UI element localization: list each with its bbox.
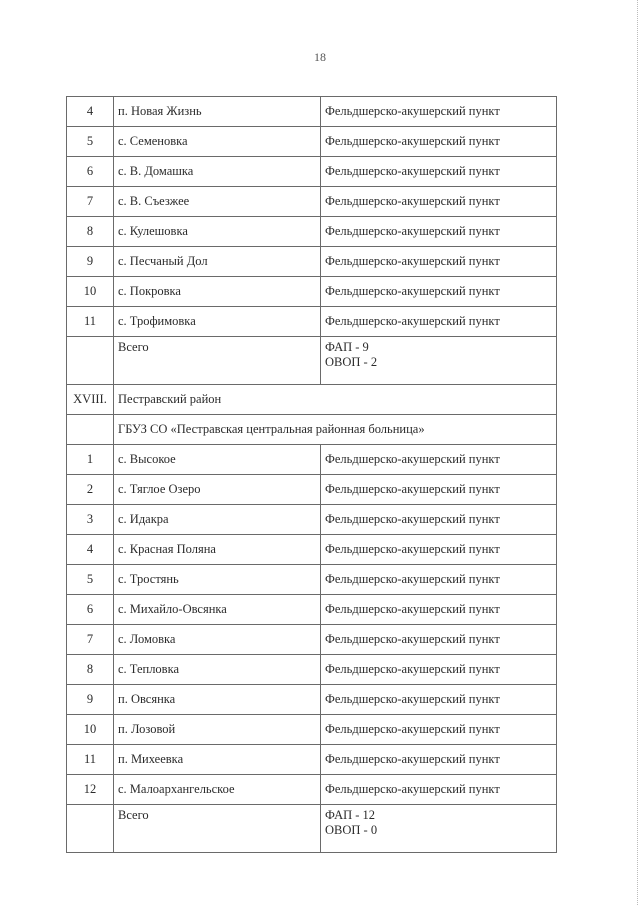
table-row <box>67 307 557 337</box>
settlement-name: п. Новая Жизнь <box>114 97 321 127</box>
facility-type: Фельдшерско-акушерский пункт <box>321 445 557 475</box>
table-row <box>67 277 557 307</box>
row-number: 5 <box>67 127 114 157</box>
row-number: 5 <box>67 565 114 595</box>
table-row <box>67 535 557 565</box>
settlement-name: с. В. Съезжее <box>114 187 321 217</box>
facility-type: Фельдшерско-акушерский пункт <box>321 475 557 505</box>
row-number: 9 <box>67 685 114 715</box>
row-number: 10 <box>67 277 114 307</box>
settlement-name: с. Идакра <box>114 505 321 535</box>
settlement-name: с. Тростянь <box>114 565 321 595</box>
table-row <box>67 745 557 775</box>
settlement-name: с. Тепловка <box>114 655 321 685</box>
table-row <box>67 247 557 277</box>
facility-type: Фельдшерско-акушерский пункт <box>321 745 557 775</box>
row-number: 8 <box>67 655 114 685</box>
facility-type: Фельдшерско-акушерский пункт <box>321 187 557 217</box>
settlement-name: п. Лозовой <box>114 715 321 745</box>
settlement-name: п. Овсянка <box>114 685 321 715</box>
institution-row <box>67 415 557 445</box>
institution-name: ГБУЗ СО «Пестравская центральная районная больница» <box>114 415 557 445</box>
table-row <box>67 505 557 535</box>
facility-type: Фельдшерско-акушерский пункт <box>321 625 557 655</box>
table-row <box>67 157 557 187</box>
section-title: Пестравский район <box>114 385 557 415</box>
table-row <box>67 685 557 715</box>
settlement-name: с. Михайло-Овсянка <box>114 595 321 625</box>
settlement-name: с. Покровка <box>114 277 321 307</box>
row-number: 11 <box>67 745 114 775</box>
table-row <box>67 625 557 655</box>
table-row <box>67 97 557 127</box>
section-row <box>67 385 557 415</box>
settlement-name: с. Ломовка <box>114 625 321 655</box>
settlement-name: с. Малоархангельское <box>114 775 321 805</box>
settlement-name: с. Песчаный Дол <box>114 247 321 277</box>
table-body <box>67 97 557 853</box>
table-row <box>67 127 557 157</box>
settlement-name: с. Трофимовка <box>114 307 321 337</box>
row-number: 6 <box>67 157 114 187</box>
settlement-name: с. Красная Поляна <box>114 535 321 565</box>
row-number: 1 <box>67 445 114 475</box>
facility-type: Фельдшерско-акушерский пункт <box>321 535 557 565</box>
facility-type: Фельдшерско-акушерский пункт <box>321 217 557 247</box>
facility-type: Фельдшерско-акушерский пункт <box>321 307 557 337</box>
total-ovop: ОВОП - 2 <box>325 355 378 369</box>
facility-type: Фельдшерско-акушерский пункт <box>321 595 557 625</box>
row-number: 4 <box>67 535 114 565</box>
total-row <box>67 805 557 853</box>
row-number: 2 <box>67 475 114 505</box>
table-row <box>67 217 557 247</box>
total-values <box>321 337 557 385</box>
table-row <box>67 187 557 217</box>
table-row <box>67 565 557 595</box>
settlement-name: с. Высокое <box>114 445 321 475</box>
table-row <box>67 655 557 685</box>
row-number-empty <box>67 415 114 445</box>
total-fap: ФАП - 12 <box>325 808 376 822</box>
total-row <box>67 337 557 385</box>
facility-type: Фельдшерско-акушерский пункт <box>321 565 557 595</box>
facility-type: Фельдшерско-акушерский пункт <box>321 655 557 685</box>
settlement-name: с. Тяглое Озеро <box>114 475 321 505</box>
settlement-name: п. Михеевка <box>114 745 321 775</box>
row-number-empty <box>67 337 114 385</box>
facility-type: Фельдшерско-акушерский пункт <box>321 247 557 277</box>
table-row <box>67 475 557 505</box>
row-number: 12 <box>67 775 114 805</box>
row-number: 6 <box>67 595 114 625</box>
total-label: Всего <box>114 337 321 385</box>
facility-type: Фельдшерско-акушерский пункт <box>321 157 557 187</box>
facility-type: Фельдшерско-акушерский пункт <box>321 505 557 535</box>
facility-type: Фельдшерско-акушерский пункт <box>321 277 557 307</box>
table-row <box>67 715 557 745</box>
facility-type: Фельдшерско-акушерский пункт <box>321 715 557 745</box>
row-number: 10 <box>67 715 114 745</box>
section-number: XVIII. <box>67 385 114 415</box>
facility-type: Фельдшерско-акушерский пункт <box>321 685 557 715</box>
table-row <box>67 595 557 625</box>
fap-table <box>66 96 557 853</box>
row-number: 3 <box>67 505 114 535</box>
total-fap: ФАП - 9 <box>325 340 369 354</box>
facility-type: Фельдшерско-акушерский пункт <box>321 775 557 805</box>
row-number: 7 <box>67 625 114 655</box>
settlement-name: с. В. Домашка <box>114 157 321 187</box>
row-number: 8 <box>67 217 114 247</box>
row-number: 9 <box>67 247 114 277</box>
page-number: 18 <box>314 50 326 64</box>
row-number: 7 <box>67 187 114 217</box>
row-number-empty <box>67 805 114 853</box>
settlement-name: с. Семеновка <box>114 127 321 157</box>
settlement-name: с. Кулешовка <box>114 217 321 247</box>
row-number: 11 <box>67 307 114 337</box>
total-values <box>321 805 557 853</box>
table-row <box>67 445 557 475</box>
facility-type: Фельдшерско-акушерский пункт <box>321 127 557 157</box>
table-row <box>67 775 557 805</box>
total-ovop: ОВОП - 0 <box>325 823 378 837</box>
total-label: Всего <box>114 805 321 853</box>
facility-type: Фельдшерско-акушерский пункт <box>321 97 557 127</box>
page-edge-line <box>636 0 638 905</box>
row-number: 4 <box>67 97 114 127</box>
